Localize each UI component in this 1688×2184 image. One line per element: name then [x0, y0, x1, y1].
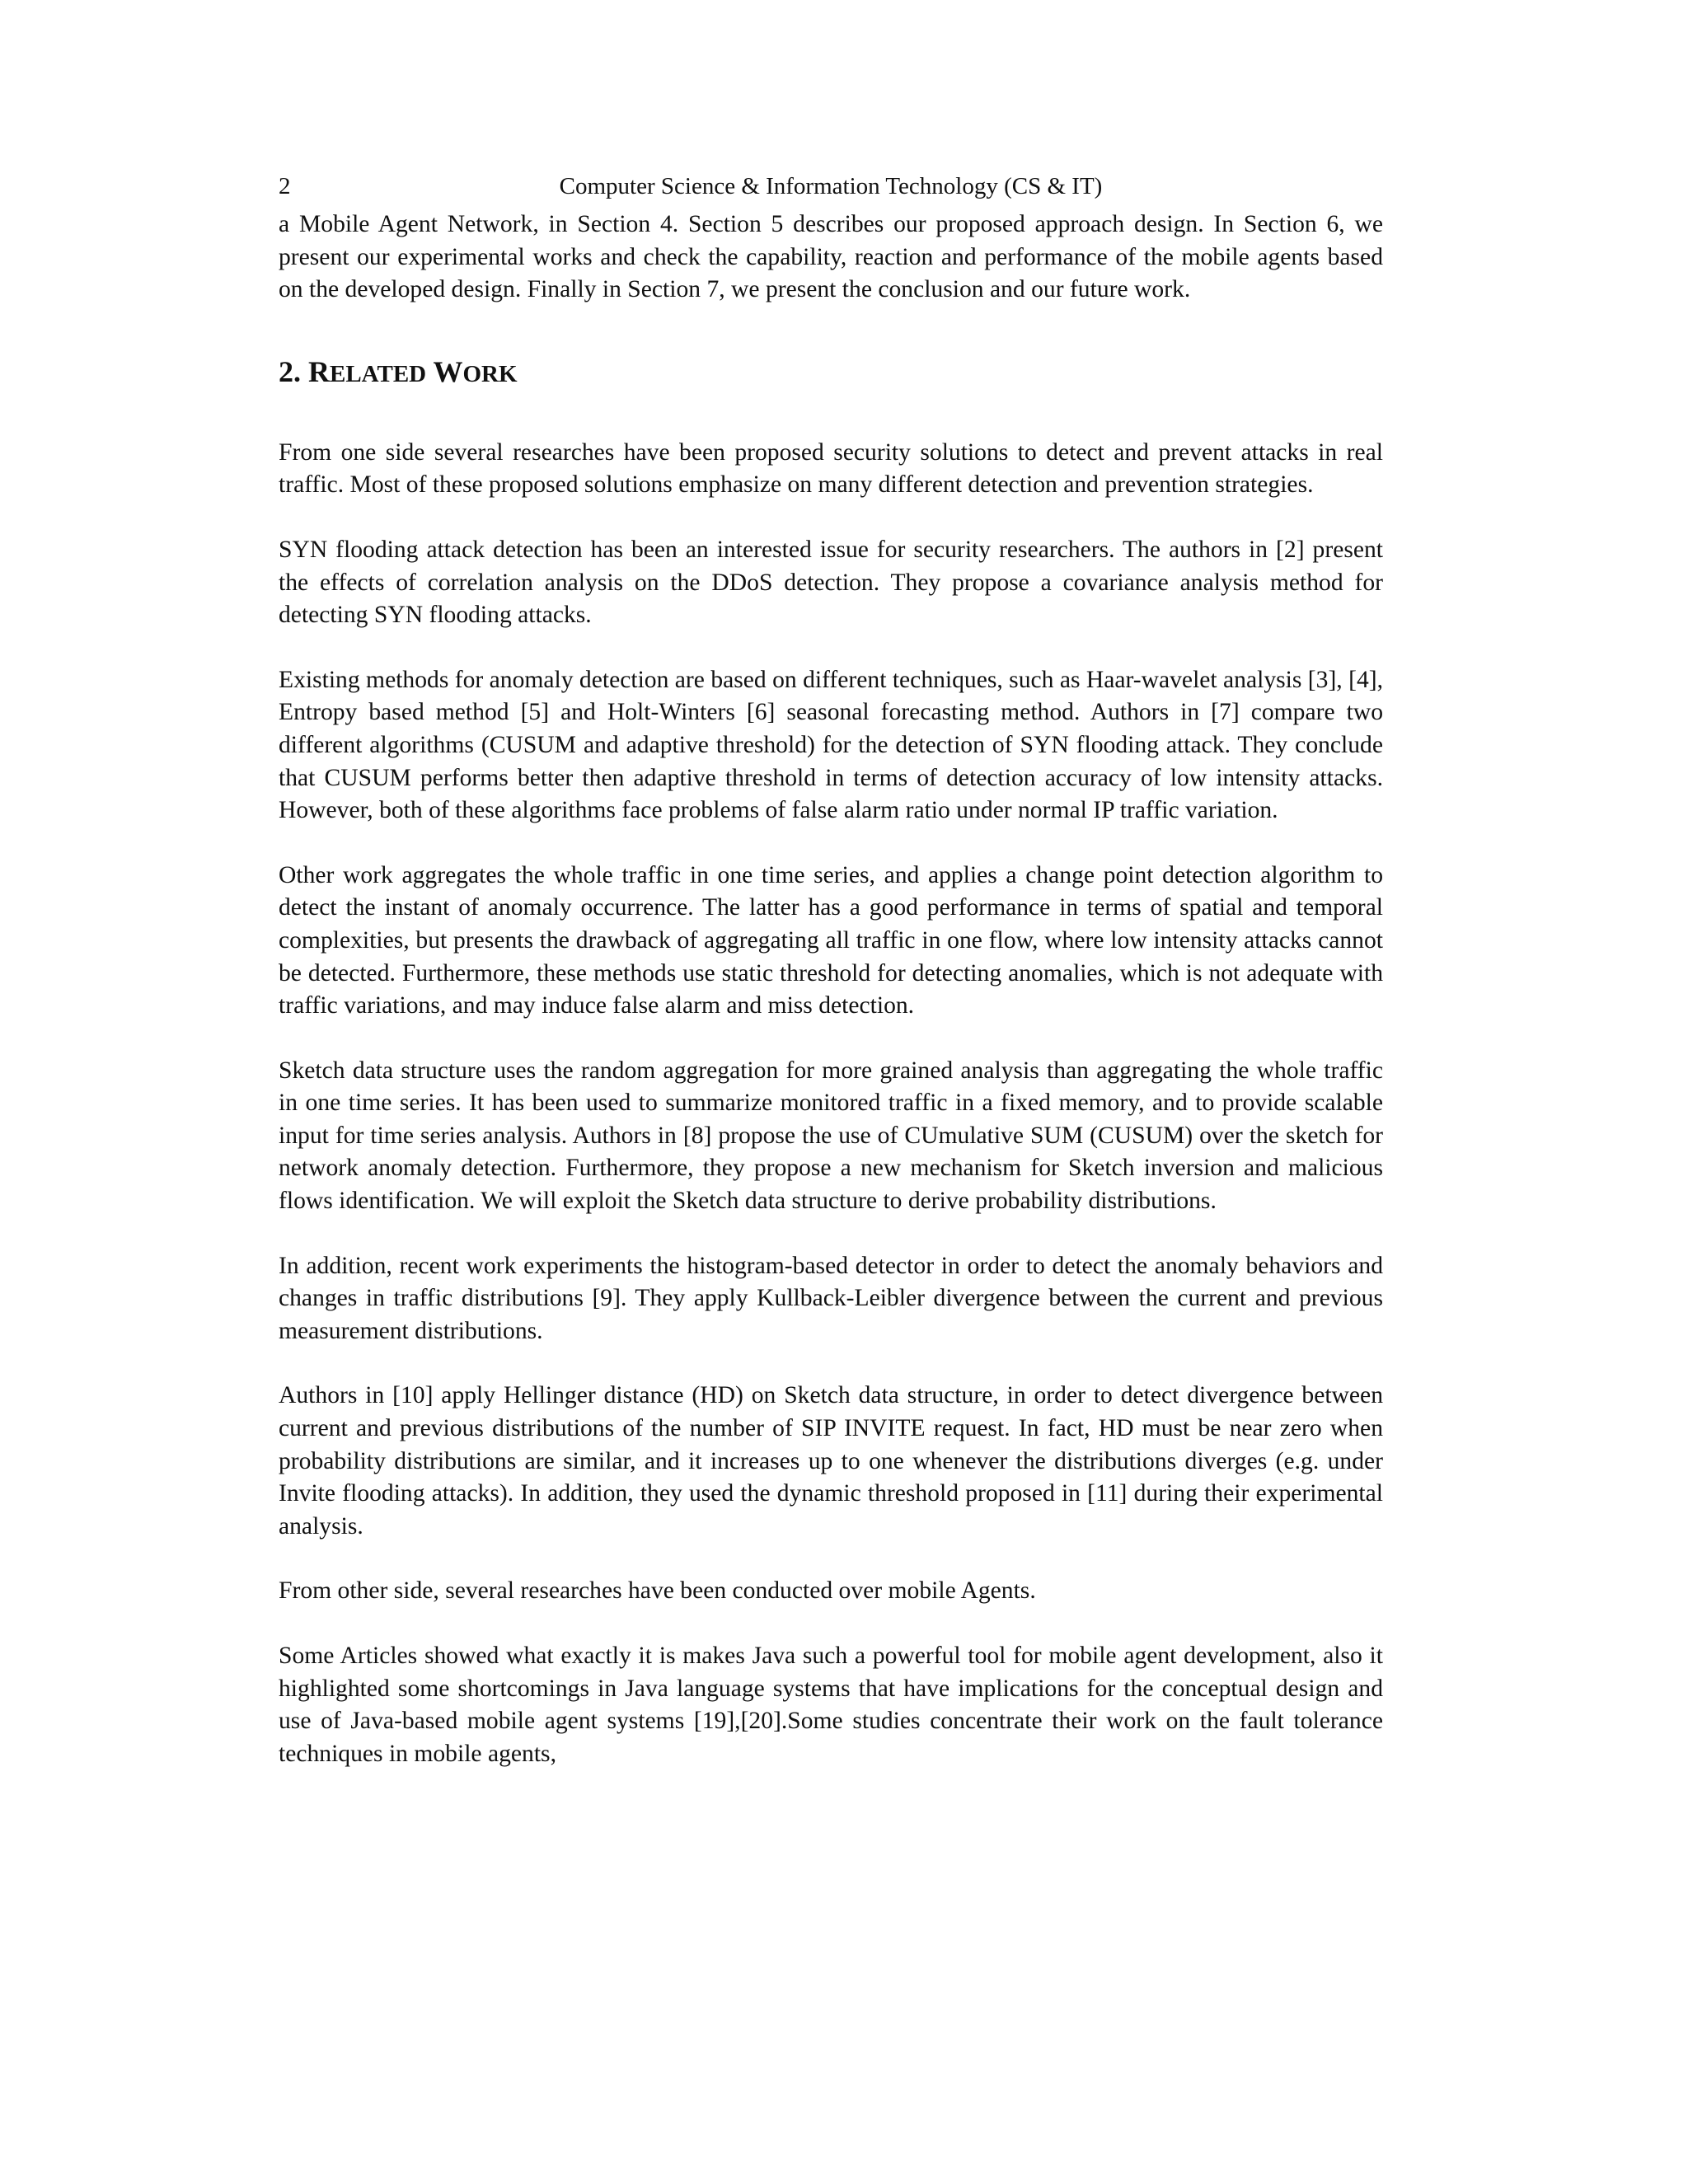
page-number: 2 [279, 173, 291, 199]
section-title-ork: ORK [462, 360, 518, 387]
paragraph: Sketch data structure uses the random aggregation for more grained analysis than aggregating the whole traffic in one time series. It has been used to summarize monitored traffic in a fixed memory, and to provide scalable input for time series analysis. Authors in [8] propose the use of CUmulative SUM (CUSUM) over the sketch for network anomaly detection. Furthermore, they propose a new mechanism for Sketch inversion and malicious flows identification. We will exploit the Sketch data structure to derive probability distributions. [279, 1057, 1383, 1215]
section-heading [279, 339, 1383, 396]
section-number: 2. [279, 354, 301, 388]
paragraph: From one side several researches have been proposed security solutions to detect and prevent attacks in real traffic. Most of these proposed solutions emphasize on many different detection and prevention strategies. [279, 438, 1383, 499]
section-title-elated: ELATED [330, 360, 427, 387]
section-title-r: R [308, 354, 330, 388]
journal-title: Computer Science & Information Technology (CS & IT) [559, 173, 1103, 199]
section-title-w: W [433, 354, 463, 388]
paper-page [279, 169, 1383, 1770]
paragraph: Existing methods for anomaly detection are based on different techniques, such as Haar-wavelet analysis [3], [4], Entropy based method [5] and Holt-Winters [6] seasonal forecasting method. Authors in [7] compare two different algorithms (CUSUM and adaptive threshold) for the detection of SYN flooding attack. They conclude that CUSUM performs better then adaptive threshold in terms of detection accuracy of low intensity attacks. However, both of these algorithms face problems of false alarm ratio under normal IP traffic variation. [279, 666, 1383, 824]
paragraph: SYN flooding attack detection has been an interested issue for security researchers. The authors in [2] present the effects of correlation analysis on the DDoS detection. They propose a covariance analysis method for detecting SYN flooding attacks. [279, 536, 1383, 629]
paragraph: Some Articles showed what exactly it is makes Java such a powerful tool for mobile agent development, also it highlighted some shortcomings in Java language systems that have implications for the conceptual design and use of Java-based mobile agent systems [19],[20].Some studies concentrate their work on the fault tolerance techniques in mobile agents, [279, 1643, 1383, 1767]
running-header [279, 169, 1383, 204]
paragraph: In addition, recent work experiments the histogram-based detector in order to detect the anomaly behaviors and changes in traffic distributions [9]. They apply Kullback-Leibler divergence between the current and previous measurement distributions. [279, 1252, 1383, 1344]
intro-paragraph: a Mobile Agent Network, in Section 4. Section 5 describes our proposed approach design. In Section 6, we present our experimental works and check the capability, reaction and performance of the mobile agents based on the developed design. Finally in Section 7, we present the conclusion and our future work. [279, 211, 1383, 303]
paragraph: Authors in [10] apply Hellinger distance (HD) on Sketch data structure, in order to detect divergence between current and previous distributions of the number of SIP INVITE request. In fact, HD must be near zero when probability distributions are similar, and it increases up to one whenever the distributions diverges (e.g. under Invite flooding attacks). In addition, they used the dynamic threshold proposed in [11] during their experimental analysis. [279, 1382, 1383, 1540]
paragraph: Other work aggregates the whole traffic in one time series, and applies a change point detection algorithm to detect the instant of anomaly occurrence. The latter has a good performance in terms of spatial and temporal complexities, but presents the drawback of aggregating all traffic in one flow, where low intensity attacks cannot be detected. Furthermore, these methods use static threshold for detecting anomalies, which is not adequate with traffic variations, and may induce false alarm and miss detection. [279, 861, 1383, 1019]
paragraph: From other side, several researches have been conducted over mobile Agents. [279, 1577, 1036, 1605]
